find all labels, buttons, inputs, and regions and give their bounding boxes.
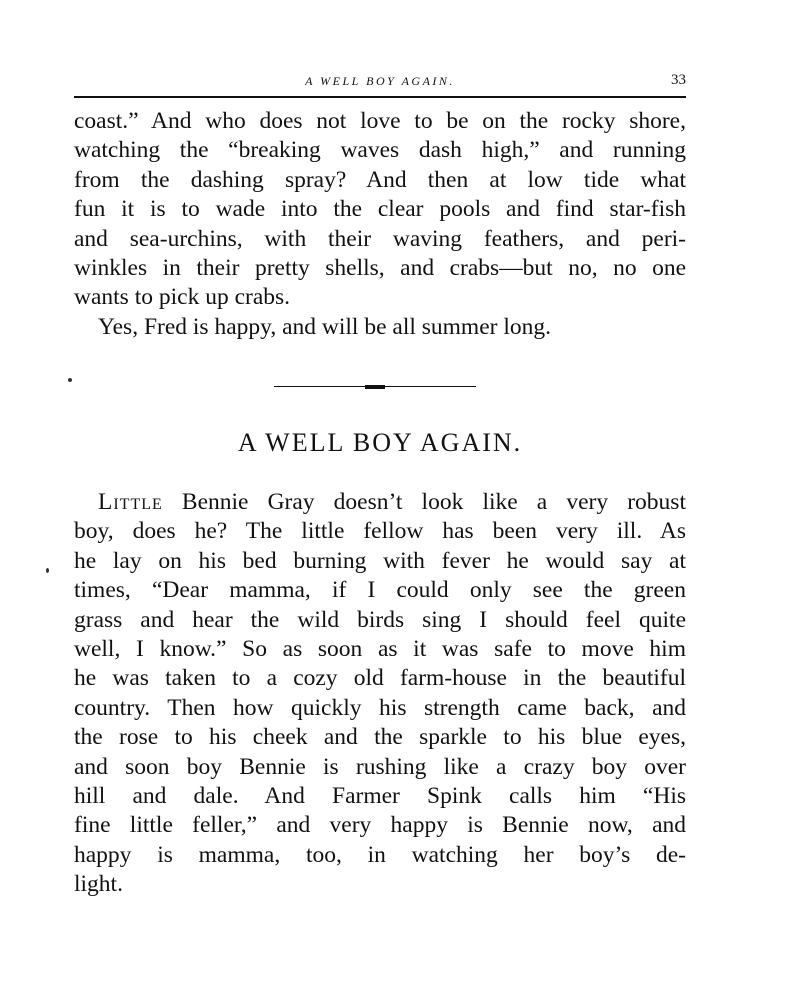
text-line: grass and hear the wild birds sing I should feel quite — [74, 606, 686, 633]
ink-speck — [68, 378, 72, 382]
text-line: boy, does he? The little fellow has been very ill. As — [74, 518, 686, 545]
text-line — [74, 488, 686, 517]
header-rule — [74, 96, 686, 98]
text-line: Yes, Fred is happy, and will be all summer long. — [98, 314, 551, 340]
text-line: wants to pick up crabs. — [74, 284, 291, 311]
running-head — [74, 70, 686, 94]
running-title: A WELL BOY AGAIN. — [305, 74, 455, 88]
separator-ornament — [365, 385, 385, 389]
ink-speck — [46, 568, 49, 573]
text-line: he was taken to a cozy old farm-house in the beautiful — [74, 665, 686, 692]
text-line: from the dashing spray? And then at low tide what — [74, 166, 686, 193]
page-number: 33 — [671, 72, 686, 88]
text-line: times, “Dear mamma, if I could only see the green — [74, 577, 686, 604]
text-line: he lay on his bed burning with fever he would say at — [74, 547, 686, 574]
text-line: and sea-urchins, with their waving feathers, and peri- — [74, 225, 686, 252]
text-line: winkles in their pretty shells, and crabs—but no, no one — [74, 254, 686, 281]
text-line: country. Then how quickly his strength came back, and — [74, 694, 686, 721]
text-line: the rose to his cheek and the sparkle to his blue eyes, — [74, 724, 686, 751]
closing-paragraph — [74, 313, 686, 342]
text-line: coast.” And who does not love to be on the rocky shore, — [74, 108, 686, 134]
text-line: watching the “breaking waves dash high,” and running — [74, 137, 686, 164]
text-line: hill and dale. And Farmer Spink calls him “His — [74, 782, 686, 809]
section-separator — [274, 384, 476, 390]
story-paragraph — [74, 488, 686, 899]
section-title: A WELL BOY AGAIN. — [237, 428, 523, 457]
text-line: happy is mamma, too, in watching her boy’s de- — [74, 841, 686, 868]
text-line: fun it is to wade into the clear pools and find star-fish — [74, 196, 686, 223]
opening-word: Little — [98, 489, 163, 515]
text-line: light. — [74, 871, 123, 898]
passage-continued — [74, 107, 686, 313]
text-line: well, I know.” So as soon as it was safe to move him — [74, 635, 686, 662]
text-line: fine little feller,” and very happy is Bennie now, and — [74, 812, 686, 839]
opening-line-text: Bennie Gray doesn’t look like a very robust — [162, 489, 686, 515]
text-line: and soon boy Bennie is rushing like a crazy boy over — [74, 753, 686, 780]
